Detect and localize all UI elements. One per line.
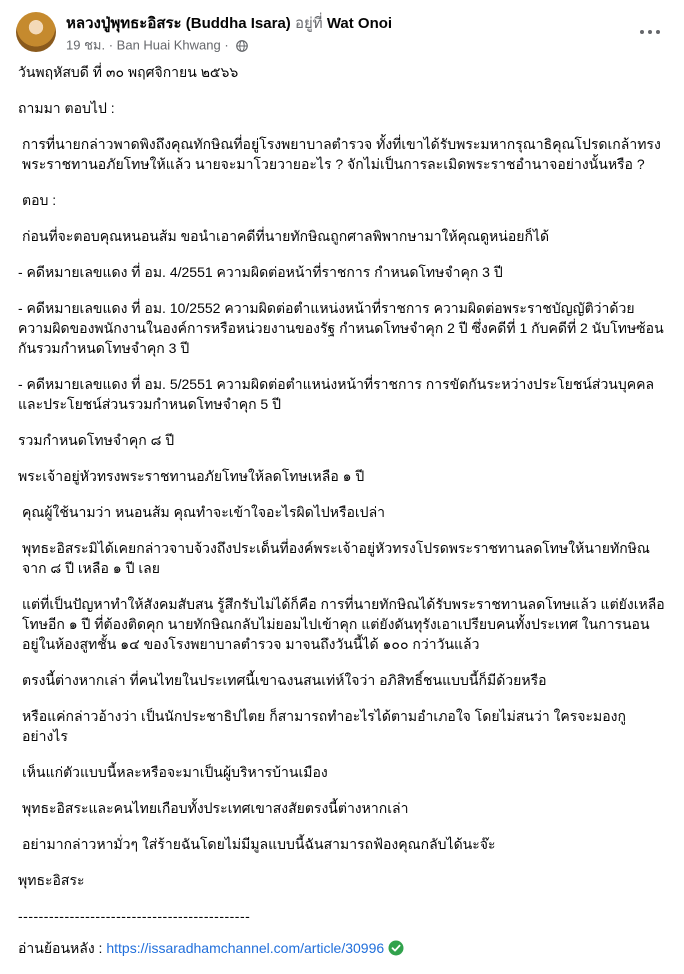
paragraph-2: พุทธะอิสระมิได้เคยกล่าวจาบจ้วงถึงประเด็นที่องค์พระเจ้าอยู่หัวทรงโปรดพระราชทานลดโทษให้นายทักษิณจาก ๘ ปี เหลือ ๑ ปี เลย [22, 540, 650, 576]
post-date: วันพฤหัสบดี ที่ ๓๐ พฤศจิกายน ๒๕๖๖ [18, 64, 239, 80]
paragraph-4: ตรงนี้ต่างหากเล่า ที่คนไทยในประเทศนี้เขาฉงนสนเท่ห์ใจว่า อภิสิทธิ์ชนแบบนี้ก็มีด้วยหรือ [22, 672, 547, 688]
at-text: อยู่ที่ [294, 15, 323, 32]
question-text: การที่นายกล่าวพาดพิงถึงคุณทักษิณที่อยู่โรงพยาบาลตำรวจ ทั้งที่เขาได้รับพระมหากรุณาธิคุณโปรดเกล้าทรงพระราชทานอภัยโทษให้แล้ว นายจะมาโวยวายอะไร ? จักไม่เป็นการละเมิดพระราชอำนาจอย่างนั้นหรือ ? [22, 136, 661, 172]
answer-intro: ก่อนที่จะตอบคุณหนอนส้ม ขอนำเอาคดีที่นายทักษิณถูกศาลพิพากษามาให้คุณดูหน่อยก็ได้ [22, 228, 550, 244]
case-2: - คดีหมายเลขแดง ที่ อม. 10/2552 ความผิดต่อตำแหน่งหน้าที่ราชการ ความผิดต่อพระราชบัญญัติว่าด้วยความผิดของพนักงานในองค์การหรือหน่วยงานของรัฐ กำหนดโทษจำคุก 2 ปี ซึ่งคดีที่ 1 กับคดีที่ 2 นับโทษซ้อนกันรวมกำหนดโทษจำคุก 3 ปี [18, 300, 664, 356]
more-options-button[interactable] [632, 18, 668, 46]
paragraph-6: เห็นแก่ตัวแบบนี้หละหรือจะมาเป็นผู้บริหารบ้านเมือง [22, 764, 328, 780]
globe-icon[interactable] [236, 40, 248, 52]
post-body [18, 62, 666, 974]
read-back-label: อ่านย้อนหลัง : [18, 940, 103, 956]
paragraph-8: อย่ามากล่าวหามั่วๆ ใส่ร้ายฉันโดยไม่มีมูลแบบนี้ฉันสามารถฟ้องคุณกลับได้นะจ๊ะ [22, 836, 496, 852]
more-options-icon [640, 30, 644, 34]
signature: พุทธะอิสระ [18, 872, 85, 888]
total-sentence: รวมกำหนดโทษจำคุก ๘ ปี [18, 432, 175, 448]
paragraph-1: คุณผู้ใช้นามว่า หนอนส้ม คุณทำจะเข้าใจอะไรผิดไปหรือเปล่า [22, 504, 386, 520]
answer-label: ตอบ : [22, 192, 57, 208]
post-header [0, 0, 684, 60]
meta-separator: · [108, 37, 114, 53]
case-3: - คดีหมายเลขแดง ที่ อม. 5/2551 ความผิดต่อตำแหน่งหน้าที่ราชการ การขัดกันระหว่างประโยชน์ส่วนบุคคลและประโยชน์ส่วนรวมกำหนดโทษจำคุก 5 ปี [18, 376, 655, 412]
post-meta [66, 36, 248, 55]
author-line [66, 14, 392, 34]
read-back-line [18, 938, 666, 958]
case-1: - คดีหมายเลขแดง ที่ อม. 4/2551 ความผิดต่อหน้าที่ราชการ กำหนดโทษจำคุก 3 ปี [18, 264, 503, 280]
avatar[interactable] [16, 12, 56, 52]
checkin-place[interactable]: Wat Onoi [326, 15, 393, 32]
q-intro: ถามมา ตอบไป : [18, 100, 115, 116]
paragraph-7: พุทธะอิสระและคนไทยเกือบทั้งประเทศเขาสงสัยตรงนี้ต่างหากเล่า [22, 800, 409, 816]
check-circle-icon [388, 940, 404, 956]
pardon-text: พระเจ้าอยู่หัวทรงพระราชทานอภัยโทษให้ลดโทษเหลือ ๑ ปี [18, 468, 365, 484]
paragraph-5: หรือแค่กล่าวอ้างว่า เป็นนักประชาธิปไตย ก็สามารถทำอะไรได้ตามอำเภอใจ โดยไม่สนว่า ใครจะมองกูอย่างไร [22, 708, 626, 744]
divider-line: --------------------------------------------- [18, 908, 251, 924]
read-back-link[interactable]: https://issaradhamchannel.com/article/30996 [106, 940, 385, 956]
author-name[interactable]: หลวงปู่พุทธะอิสระ (Buddha Isara) [66, 15, 291, 32]
meta-separator-2: · [224, 37, 229, 53]
paragraph-3: แต่ที่เป็นปัญหาทำให้สังคมสับสน รู้สึกรับไม่ได้ก็คือ การที่นายทักษิณได้รับพระราชทานลดโทษแล้ว แต่ยังเหลือโทษอีก ๑ ปี ที่ต้องติดคุก นายทักษิณกลับไม่ยอมไปเข้าคุก แต่ยังดันทุรังเอาเปรียบคนทั้งประเทศ ในการนอนอยู่ในห้องสูทชั้น ๑๔ ของโรงพยาบาลตำรวจ มาจนถึงวันนี้ได้ ๑๐๐ กว่าวันแล้ว [22, 596, 665, 652]
post-time[interactable]: 19 ชม. [66, 37, 106, 53]
post-location[interactable]: Ban Huai Khwang [116, 37, 221, 53]
